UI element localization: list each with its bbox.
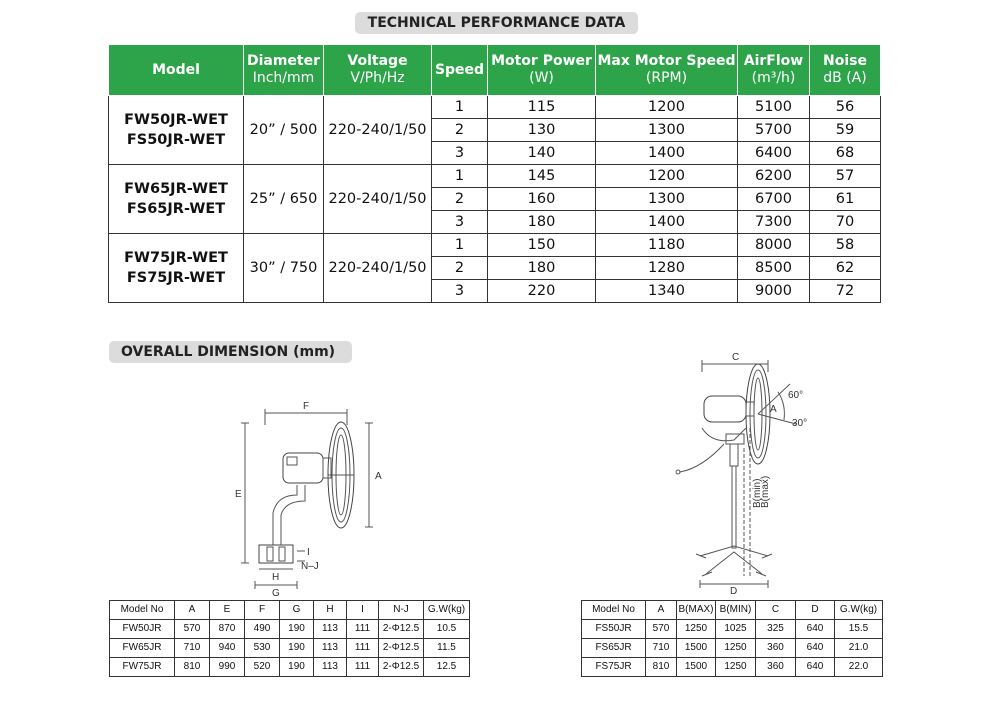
model-stand: FS75JR-WET xyxy=(126,270,226,286)
dim-header-cell: B(MAX) xyxy=(677,601,716,620)
dim-header-cell: B(MIN) xyxy=(716,601,756,620)
dim-header-cell: D xyxy=(796,601,835,620)
airflow-cell: 9000 xyxy=(738,280,810,303)
power-cell: 150 xyxy=(488,234,596,257)
dim-cell: FW75JR xyxy=(110,658,175,677)
perf-header-unit: Inch/mm xyxy=(252,70,315,86)
airflow-cell: 5700 xyxy=(738,119,810,142)
power-cell: 160 xyxy=(488,188,596,211)
dim-cell: 111 xyxy=(347,658,379,677)
dim-header-cell: N-J xyxy=(379,601,424,620)
speed-cell: 2 xyxy=(432,119,488,142)
speed-cell: 1 xyxy=(432,234,488,257)
dim-header-cell: H xyxy=(314,601,347,620)
voltage-cell: 220-240/1/50 xyxy=(324,234,432,303)
perf-header-cell xyxy=(324,45,432,96)
perf-header-title: Voltage xyxy=(347,53,408,69)
noise-cell: 72 xyxy=(810,280,881,303)
table-row xyxy=(582,620,883,639)
stand-dimension-table xyxy=(581,600,883,677)
dim-cell: 1250 xyxy=(716,658,756,677)
dim-cell: 640 xyxy=(796,620,835,639)
dim-cell: 111 xyxy=(347,620,379,639)
label-nj: N–J xyxy=(301,561,319,572)
perf-header-unit: dB (A) xyxy=(823,70,867,86)
dim-cell: 21.0 xyxy=(835,639,883,658)
table-row xyxy=(582,658,883,677)
model-stand: FS50JR-WET xyxy=(126,132,226,148)
model-stand: FS65JR-WET xyxy=(126,201,226,217)
dim-cell: FS65JR xyxy=(582,639,646,658)
airflow-cell: 6200 xyxy=(738,165,810,188)
perf-header-cell xyxy=(596,45,738,96)
label-f: F xyxy=(303,401,310,412)
diameter-cell: 25” / 650 xyxy=(244,165,324,234)
perf-header-title: Motor Power xyxy=(491,53,592,69)
power-cell: 220 xyxy=(488,280,596,303)
dim-cell: FS75JR xyxy=(582,658,646,677)
perf-header-title: AirFlow xyxy=(743,53,804,69)
dim-cell: 710 xyxy=(175,639,210,658)
perf-header-cell xyxy=(109,45,244,96)
label-bmin: B(min) xyxy=(752,478,763,508)
speed-cell: 3 xyxy=(432,211,488,234)
dim-cell: 1250 xyxy=(677,620,716,639)
dim-cell: 2-Φ12.5 xyxy=(379,639,424,658)
dim-cell: 1250 xyxy=(716,639,756,658)
label-bmax: B(max) xyxy=(760,475,771,508)
dim-header-cell: A xyxy=(646,601,677,620)
table-row xyxy=(110,620,470,639)
dim-cell: 810 xyxy=(175,658,210,677)
dim-cell: 111 xyxy=(347,639,379,658)
speed-cell: 3 xyxy=(432,280,488,303)
label-i: I xyxy=(307,547,310,558)
airflow-cell: 7300 xyxy=(738,211,810,234)
dim-cell: 113 xyxy=(314,658,347,677)
noise-cell: 58 xyxy=(810,234,881,257)
dim-cell: 325 xyxy=(756,620,796,639)
model-cell xyxy=(109,165,244,234)
perf-header-title: Noise xyxy=(823,53,867,69)
overall-dimension-heading: OVERALL DIMENSION (mm) xyxy=(109,341,352,363)
rpm-cell: 1300 xyxy=(596,188,738,211)
dim-cell: 2-Φ12.5 xyxy=(379,658,424,677)
stand-table-header xyxy=(582,601,883,620)
rpm-cell: 1300 xyxy=(596,119,738,142)
model-wall: FW75JR-WET xyxy=(124,250,228,266)
dim-cell: 12.5 xyxy=(424,658,470,677)
dim-cell: 22.0 xyxy=(835,658,883,677)
noise-cell: 61 xyxy=(810,188,881,211)
table-row xyxy=(109,165,881,188)
dim-cell: 15.5 xyxy=(835,620,883,639)
airflow-cell: 6400 xyxy=(738,142,810,165)
power-cell: 180 xyxy=(488,211,596,234)
label-angle: 60° xyxy=(788,390,804,401)
label-a: A xyxy=(375,471,382,482)
dim-header-cell: F xyxy=(245,601,280,620)
label-tilt: 30° xyxy=(792,418,808,429)
dim-cell: 640 xyxy=(796,639,835,658)
model-wall: FW50JR-WET xyxy=(124,112,228,128)
perf-header-cell xyxy=(488,45,596,96)
label-e: E xyxy=(235,489,242,500)
wall-dimension-table xyxy=(109,600,470,677)
dim-cell: 490 xyxy=(245,620,280,639)
airflow-cell: 8000 xyxy=(738,234,810,257)
perf-header-title: Model xyxy=(152,61,200,78)
model-cell xyxy=(109,234,244,303)
noise-cell: 68 xyxy=(810,142,881,165)
dim-cell: 520 xyxy=(245,658,280,677)
rpm-cell: 1340 xyxy=(596,280,738,303)
dim-cell: 113 xyxy=(314,639,347,658)
diameter-cell: 20” / 500 xyxy=(244,96,324,165)
power-cell: 145 xyxy=(488,165,596,188)
airflow-cell: 6700 xyxy=(738,188,810,211)
dim-cell: 530 xyxy=(245,639,280,658)
dim-cell: FW65JR xyxy=(110,639,175,658)
rpm-cell: 1200 xyxy=(596,96,738,119)
dim-cell: 10.5 xyxy=(424,620,470,639)
power-cell: 140 xyxy=(488,142,596,165)
dim-cell: 710 xyxy=(646,639,677,658)
speed-cell: 2 xyxy=(432,188,488,211)
power-cell: 115 xyxy=(488,96,596,119)
dim-header-cell: Model No xyxy=(110,601,175,620)
table-row xyxy=(110,658,470,677)
perf-header-cell xyxy=(244,45,324,96)
dim-cell: 11.5 xyxy=(424,639,470,658)
dim-cell: 1500 xyxy=(677,658,716,677)
dim-cell: 2-Φ12.5 xyxy=(379,620,424,639)
perf-header-title: Diameter xyxy=(246,53,321,69)
dim-cell: 190 xyxy=(280,639,314,658)
stand-fan-diagram xyxy=(672,348,822,594)
dim-cell: 640 xyxy=(796,658,835,677)
rpm-cell: 1400 xyxy=(596,211,738,234)
perf-header-title: Speed xyxy=(434,61,485,78)
label-g: G xyxy=(272,588,280,599)
perf-header-unit: (m³/h) xyxy=(751,70,796,86)
dim-cell: 570 xyxy=(175,620,210,639)
dim-cell: 810 xyxy=(646,658,677,677)
dim-header-cell: G xyxy=(280,601,314,620)
dim-cell: 190 xyxy=(280,658,314,677)
model-cell xyxy=(109,96,244,165)
dim-header-cell: Model No xyxy=(582,601,646,620)
rpm-cell: 1400 xyxy=(596,142,738,165)
dim-cell: 1500 xyxy=(677,639,716,658)
wall-fan-diagram xyxy=(225,395,385,600)
dim-header-cell: E xyxy=(210,601,245,620)
noise-cell: 56 xyxy=(810,96,881,119)
dim-cell: 1025 xyxy=(716,620,756,639)
technical-data-heading: TECHNICAL PERFORMANCE DATA xyxy=(355,12,638,34)
table-row xyxy=(110,639,470,658)
table-row xyxy=(582,639,883,658)
perf-header-unit: V/Ph/Hz xyxy=(350,70,405,86)
dim-cell: FW50JR xyxy=(110,620,175,639)
dim-cell: 870 xyxy=(210,620,245,639)
label-h: H xyxy=(272,572,280,583)
diameter-cell: 30” / 750 xyxy=(244,234,324,303)
voltage-cell: 220-240/1/50 xyxy=(324,165,432,234)
dim-header-cell: C xyxy=(756,601,796,620)
power-cell: 180 xyxy=(488,257,596,280)
perf-header-cell xyxy=(432,45,488,96)
dim-header-cell: I xyxy=(347,601,379,620)
wall-table-header xyxy=(110,601,470,620)
airflow-cell: 8500 xyxy=(738,257,810,280)
power-cell: 130 xyxy=(488,119,596,142)
dim-header-cell: A xyxy=(175,601,210,620)
dim-cell: 190 xyxy=(280,620,314,639)
rpm-cell: 1280 xyxy=(596,257,738,280)
speed-cell: 1 xyxy=(432,165,488,188)
perf-header-title: Max Motor Speed xyxy=(597,53,736,69)
perf-header-cell xyxy=(738,45,810,96)
dim-cell: 940 xyxy=(210,639,245,658)
dim-cell: 570 xyxy=(646,620,677,639)
speed-cell: 2 xyxy=(432,257,488,280)
noise-cell: 70 xyxy=(810,211,881,234)
noise-cell: 62 xyxy=(810,257,881,280)
performance-table xyxy=(108,44,881,303)
dim-header-cell: G.W(kg) xyxy=(835,601,883,620)
rpm-cell: 1200 xyxy=(596,165,738,188)
voltage-cell: 220-240/1/50 xyxy=(324,96,432,165)
noise-cell: 57 xyxy=(810,165,881,188)
table-row xyxy=(109,96,881,119)
label-a-stand: A xyxy=(770,404,777,415)
table-row xyxy=(109,234,881,257)
perf-header-unit: (W) xyxy=(529,70,554,86)
dim-cell: 360 xyxy=(756,639,796,658)
dim-cell: 990 xyxy=(210,658,245,677)
dim-cell: 113 xyxy=(314,620,347,639)
speed-cell: 3 xyxy=(432,142,488,165)
dim-header-cell: G.W(kg) xyxy=(424,601,470,620)
airflow-cell: 5100 xyxy=(738,96,810,119)
performance-header-row xyxy=(109,45,881,96)
perf-header-cell xyxy=(810,45,881,96)
label-c: C xyxy=(732,352,740,363)
model-wall: FW65JR-WET xyxy=(124,181,228,197)
noise-cell: 59 xyxy=(810,119,881,142)
dim-cell: 360 xyxy=(756,658,796,677)
rpm-cell: 1180 xyxy=(596,234,738,257)
dim-cell: FS50JR xyxy=(582,620,646,639)
label-d: D xyxy=(730,586,738,594)
perf-header-unit: (RPM) xyxy=(645,70,688,86)
speed-cell: 1 xyxy=(432,96,488,119)
